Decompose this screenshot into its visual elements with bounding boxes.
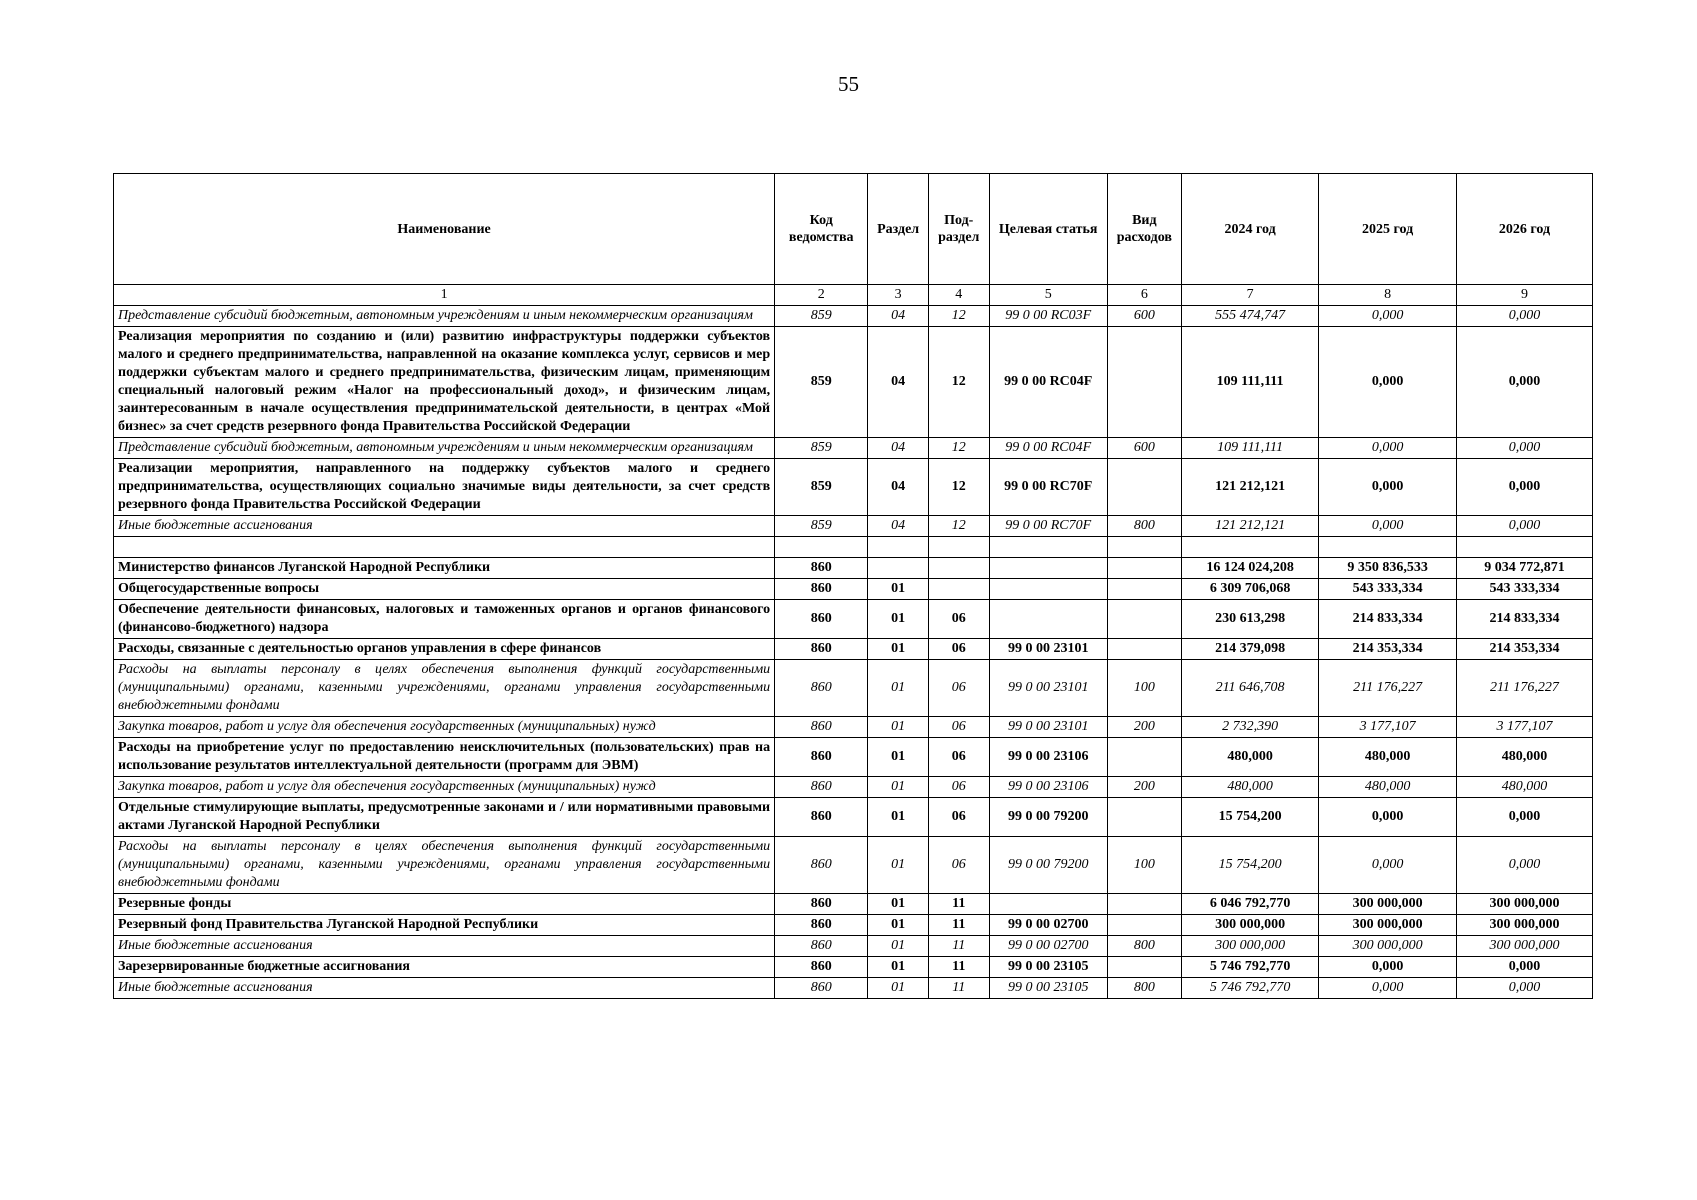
cell-name: Зарезервированные бюджетные ассигнования (114, 957, 775, 978)
table-row (114, 438, 1593, 459)
cell-subsection: 11 (928, 957, 989, 978)
cell-section: 01 (868, 837, 929, 894)
cell-target (989, 894, 1107, 915)
table-row (114, 936, 1593, 957)
cell-target: 99 0 00 23101 (989, 660, 1107, 717)
cell-target: 99 0 00 RC03F (989, 306, 1107, 327)
cell-code (775, 537, 868, 558)
header-subsection: Под-раздел (928, 174, 989, 285)
cell-name: Общегосударственные вопросы (114, 579, 775, 600)
cell-2026: 480,000 (1456, 738, 1592, 777)
cell-2024 (1181, 537, 1319, 558)
cell-2026: 0,000 (1456, 957, 1592, 978)
cell-name: Реализация мероприятия по созданию и (или) развитию инфраструктуры поддержки субъектов малого и среднего предпринимательства, направленной на оказание комплекса услуг, сервисов и мер поддержки субъектам малого и среднего предпринимательства, физическим лицам, применяющим специальный налоговый режим «Налог на профессиональный доход», и физическим лицам, заинтересованным в начале осуществления предпринимательской деятельности, в центрах «Мой бизнес» за счет средств резервного фонда Правительства Российской Федерации (114, 327, 775, 438)
table-row (114, 894, 1593, 915)
cell-expense-type: 200 (1107, 717, 1181, 738)
column-number-row (114, 285, 1593, 306)
cell-subsection: 06 (928, 798, 989, 837)
cell-name (114, 537, 775, 558)
cell-expense-type (1107, 327, 1181, 438)
cell-code: 860 (775, 738, 868, 777)
cell-name: Расходы на приобретение услуг по предоставлению неисключительных (пользовательских) прав на использование результатов интеллектуальной деятельности (программ для ЭВМ) (114, 738, 775, 777)
cell-subsection: 06 (928, 639, 989, 660)
cell-target: 99 0 00 RC70F (989, 459, 1107, 516)
column-number: 7 (1181, 285, 1319, 306)
cell-2024: 16 124 024,208 (1181, 558, 1319, 579)
cell-code: 859 (775, 459, 868, 516)
cell-expense-type (1107, 537, 1181, 558)
cell-name: Иные бюджетные ассигнования (114, 978, 775, 999)
table-row (114, 978, 1593, 999)
cell-name: Обеспечение деятельности финансовых, налоговых и таможенных органов и органов финансового (финансово-бюджетного) надзора (114, 600, 775, 639)
page-number: 55 (838, 72, 859, 96)
cell-code: 860 (775, 837, 868, 894)
cell-target: 99 0 00 RC04F (989, 438, 1107, 459)
column-number: 1 (114, 285, 775, 306)
cell-section: 01 (868, 579, 929, 600)
cell-expense-type (1107, 639, 1181, 660)
cell-section: 01 (868, 936, 929, 957)
cell-expense-type: 600 (1107, 438, 1181, 459)
cell-code: 859 (775, 327, 868, 438)
cell-2026: 0,000 (1456, 978, 1592, 999)
header-target: Целевая статья (989, 174, 1107, 285)
cell-code: 860 (775, 600, 868, 639)
cell-name: Представление субсидий бюджетным, автономным учреждениям и иным некоммерческим организациям (114, 438, 775, 459)
table-header-row (114, 174, 1593, 285)
cell-name: Расходы, связанные с деятельностью органов управления в сфере финансов (114, 639, 775, 660)
header-name: Наименование (114, 174, 775, 285)
table-row (114, 777, 1593, 798)
cell-target: 99 0 00 79200 (989, 837, 1107, 894)
cell-section: 01 (868, 894, 929, 915)
cell-2025: 211 176,227 (1319, 660, 1457, 717)
cell-subsection: 11 (928, 936, 989, 957)
cell-2024: 109 111,111 (1181, 327, 1319, 438)
cell-target (989, 558, 1107, 579)
cell-target: 99 0 00 RC70F (989, 516, 1107, 537)
cell-code: 860 (775, 579, 868, 600)
cell-2026: 0,000 (1456, 459, 1592, 516)
column-number: 8 (1319, 285, 1457, 306)
cell-2025: 480,000 (1319, 738, 1457, 777)
cell-section: 04 (868, 306, 929, 327)
cell-2024: 121 212,121 (1181, 459, 1319, 516)
cell-2026: 9 034 772,871 (1456, 558, 1592, 579)
cell-subsection: 06 (928, 660, 989, 717)
cell-section: 04 (868, 438, 929, 459)
cell-section: 01 (868, 717, 929, 738)
table-row (114, 837, 1593, 894)
cell-2024: 480,000 (1181, 738, 1319, 777)
cell-2026: 211 176,227 (1456, 660, 1592, 717)
cell-target: 99 0 00 79200 (989, 798, 1107, 837)
cell-name: Резервные фонды (114, 894, 775, 915)
cell-subsection: 06 (928, 837, 989, 894)
cell-subsection: 11 (928, 915, 989, 936)
cell-subsection: 12 (928, 459, 989, 516)
cell-name: Резервный фонд Правительства Луганской Народной Республики (114, 915, 775, 936)
cell-2025: 0,000 (1319, 459, 1457, 516)
cell-subsection: 11 (928, 978, 989, 999)
table-row (114, 558, 1593, 579)
cell-section: 01 (868, 639, 929, 660)
cell-name: Закупка товаров, работ и услуг для обеспечения государственных (муниципальных) нужд (114, 717, 775, 738)
cell-2026: 214 353,334 (1456, 639, 1592, 660)
cell-expense-type (1107, 894, 1181, 915)
cell-2026: 0,000 (1456, 306, 1592, 327)
cell-code: 860 (775, 660, 868, 717)
cell-expense-type: 200 (1107, 777, 1181, 798)
cell-section: 01 (868, 738, 929, 777)
cell-section: 01 (868, 957, 929, 978)
cell-subsection: 11 (928, 894, 989, 915)
header-2024: 2024 год (1181, 174, 1319, 285)
header-expense-type: Вид расходов (1107, 174, 1181, 285)
cell-subsection (928, 579, 989, 600)
cell-code: 860 (775, 978, 868, 999)
column-number: 9 (1456, 285, 1592, 306)
cell-2024: 555 474,747 (1181, 306, 1319, 327)
cell-expense-type (1107, 459, 1181, 516)
cell-2025: 300 000,000 (1319, 936, 1457, 957)
cell-2026: 480,000 (1456, 777, 1592, 798)
cell-name: Закупка товаров, работ и услуг для обеспечения государственных (муниципальных) нужд (114, 777, 775, 798)
cell-2025: 0,000 (1319, 837, 1457, 894)
cell-2025: 543 333,334 (1319, 579, 1457, 600)
header-2026: 2026 год (1456, 174, 1592, 285)
table-row (114, 579, 1593, 600)
column-number: 4 (928, 285, 989, 306)
header-code: Код ведомства (775, 174, 868, 285)
table-row (114, 798, 1593, 837)
column-number: 6 (1107, 285, 1181, 306)
cell-code: 860 (775, 717, 868, 738)
cell-code: 860 (775, 798, 868, 837)
cell-name: Иные бюджетные ассигнования (114, 936, 775, 957)
cell-2026: 300 000,000 (1456, 936, 1592, 957)
cell-subsection: 12 (928, 327, 989, 438)
table-row (114, 537, 1593, 558)
cell-expense-type (1107, 798, 1181, 837)
cell-2026: 0,000 (1456, 516, 1592, 537)
cell-2025: 0,000 (1319, 438, 1457, 459)
cell-code: 859 (775, 306, 868, 327)
cell-name: Расходы на выплаты персоналу в целях обеспечения выполнения функций государственными (муниципальными) органами, казенными учреждениями, органами управления государственными внебюджетными фондами (114, 837, 775, 894)
cell-2025: 0,000 (1319, 798, 1457, 837)
cell-section: 04 (868, 327, 929, 438)
cell-code: 860 (775, 957, 868, 978)
cell-target (989, 537, 1107, 558)
cell-section: 01 (868, 978, 929, 999)
cell-2025 (1319, 537, 1457, 558)
cell-2026: 0,000 (1456, 438, 1592, 459)
cell-2025: 300 000,000 (1319, 915, 1457, 936)
table-row (114, 516, 1593, 537)
cell-target: 99 0 00 02700 (989, 936, 1107, 957)
cell-section: 01 (868, 660, 929, 717)
cell-2024: 121 212,121 (1181, 516, 1319, 537)
column-number: 2 (775, 285, 868, 306)
cell-target: 99 0 00 23106 (989, 738, 1107, 777)
cell-subsection: 06 (928, 717, 989, 738)
cell-expense-type: 100 (1107, 660, 1181, 717)
table-row (114, 738, 1593, 777)
table-row (114, 717, 1593, 738)
cell-2024: 15 754,200 (1181, 798, 1319, 837)
cell-expense-type: 800 (1107, 516, 1181, 537)
cell-2025: 214 353,334 (1319, 639, 1457, 660)
cell-target (989, 600, 1107, 639)
cell-2025: 3 177,107 (1319, 717, 1457, 738)
cell-2024: 211 646,708 (1181, 660, 1319, 717)
cell-section: 01 (868, 600, 929, 639)
cell-section: 04 (868, 516, 929, 537)
cell-2025: 0,000 (1319, 978, 1457, 999)
table-body (114, 306, 1593, 999)
table-row (114, 327, 1593, 438)
table-row (114, 306, 1593, 327)
cell-2024: 480,000 (1181, 777, 1319, 798)
cell-expense-type: 100 (1107, 837, 1181, 894)
cell-2024: 6 046 792,770 (1181, 894, 1319, 915)
cell-subsection: 06 (928, 777, 989, 798)
cell-2024: 5 746 792,770 (1181, 957, 1319, 978)
cell-expense-type (1107, 600, 1181, 639)
cell-code: 859 (775, 516, 868, 537)
budget-table (113, 173, 1593, 999)
cell-code: 860 (775, 894, 868, 915)
cell-2026: 214 833,334 (1456, 600, 1592, 639)
cell-2026: 0,000 (1456, 837, 1592, 894)
cell-2024: 5 746 792,770 (1181, 978, 1319, 999)
cell-section: 01 (868, 915, 929, 936)
cell-2026 (1456, 537, 1592, 558)
cell-expense-type (1107, 579, 1181, 600)
table-row (114, 459, 1593, 516)
cell-code: 860 (775, 936, 868, 957)
cell-2024: 6 309 706,068 (1181, 579, 1319, 600)
cell-code: 860 (775, 777, 868, 798)
cell-name: Представление субсидий бюджетным, автономным учреждениям и иным некоммерческим организациям (114, 306, 775, 327)
cell-2025: 0,000 (1319, 957, 1457, 978)
cell-subsection (928, 537, 989, 558)
cell-expense-type (1107, 957, 1181, 978)
cell-subsection: 12 (928, 306, 989, 327)
cell-2024: 214 379,098 (1181, 639, 1319, 660)
cell-code: 860 (775, 558, 868, 579)
cell-subsection: 12 (928, 438, 989, 459)
cell-target: 99 0 00 23106 (989, 777, 1107, 798)
cell-target (989, 579, 1107, 600)
cell-section (868, 558, 929, 579)
cell-2024: 109 111,111 (1181, 438, 1319, 459)
cell-2024: 15 754,200 (1181, 837, 1319, 894)
cell-name: Реализации мероприятия, направленного на поддержку субъектов малого и среднего предпринимательства, осуществляющих социально значимые виды деятельности, за счет средств резервного фонда Правительства Российской Федерации (114, 459, 775, 516)
cell-target: 99 0 00 23105 (989, 957, 1107, 978)
table-row (114, 600, 1593, 639)
cell-target: 99 0 00 RC04F (989, 327, 1107, 438)
table-row (114, 660, 1593, 717)
cell-2024: 230 613,298 (1181, 600, 1319, 639)
cell-section: 01 (868, 777, 929, 798)
cell-expense-type: 600 (1107, 306, 1181, 327)
cell-expense-type: 800 (1107, 936, 1181, 957)
cell-2026: 300 000,000 (1456, 915, 1592, 936)
cell-name: Отдельные стимулирующие выплаты, предусмотренные законами и / или нормативными правовыми актами Луганской Народной Республики (114, 798, 775, 837)
cell-expense-type (1107, 738, 1181, 777)
cell-2025: 0,000 (1319, 327, 1457, 438)
cell-name: Иные бюджетные ассигнования (114, 516, 775, 537)
cell-2025: 300 000,000 (1319, 894, 1457, 915)
table-row (114, 915, 1593, 936)
table-row (114, 957, 1593, 978)
cell-2025: 0,000 (1319, 516, 1457, 537)
cell-section: 01 (868, 798, 929, 837)
cell-expense-type (1107, 558, 1181, 579)
column-number: 3 (868, 285, 929, 306)
cell-target: 99 0 00 23105 (989, 978, 1107, 999)
cell-2026: 300 000,000 (1456, 894, 1592, 915)
cell-expense-type: 800 (1107, 978, 1181, 999)
cell-2026: 0,000 (1456, 327, 1592, 438)
table-row (114, 639, 1593, 660)
cell-2024: 2 732,390 (1181, 717, 1319, 738)
cell-2025: 214 833,334 (1319, 600, 1457, 639)
cell-subsection: 06 (928, 738, 989, 777)
cell-subsection: 06 (928, 600, 989, 639)
cell-2026: 3 177,107 (1456, 717, 1592, 738)
cell-2025: 0,000 (1319, 306, 1457, 327)
cell-section (868, 537, 929, 558)
cell-code: 860 (775, 639, 868, 660)
cell-target: 99 0 00 02700 (989, 915, 1107, 936)
cell-name: Министерство финансов Луганской Народной Республики (114, 558, 775, 579)
column-number: 5 (989, 285, 1107, 306)
cell-2024: 300 000,000 (1181, 915, 1319, 936)
cell-section: 04 (868, 459, 929, 516)
cell-2026: 543 333,334 (1456, 579, 1592, 600)
cell-target: 99 0 00 23101 (989, 717, 1107, 738)
cell-2025: 480,000 (1319, 777, 1457, 798)
cell-code: 860 (775, 915, 868, 936)
cell-name: Расходы на выплаты персоналу в целях обеспечения выполнения функций государственными (муниципальными) органами, казенными учреждениями, органами управления государственными внебюджетными фондами (114, 660, 775, 717)
cell-subsection: 12 (928, 516, 989, 537)
cell-code: 859 (775, 438, 868, 459)
header-2025: 2025 год (1319, 174, 1457, 285)
cell-target: 99 0 00 23101 (989, 639, 1107, 660)
cell-expense-type (1107, 915, 1181, 936)
cell-2026: 0,000 (1456, 798, 1592, 837)
cell-2025: 9 350 836,533 (1319, 558, 1457, 579)
cell-subsection (928, 558, 989, 579)
header-section: Раздел (868, 174, 929, 285)
cell-2024: 300 000,000 (1181, 936, 1319, 957)
